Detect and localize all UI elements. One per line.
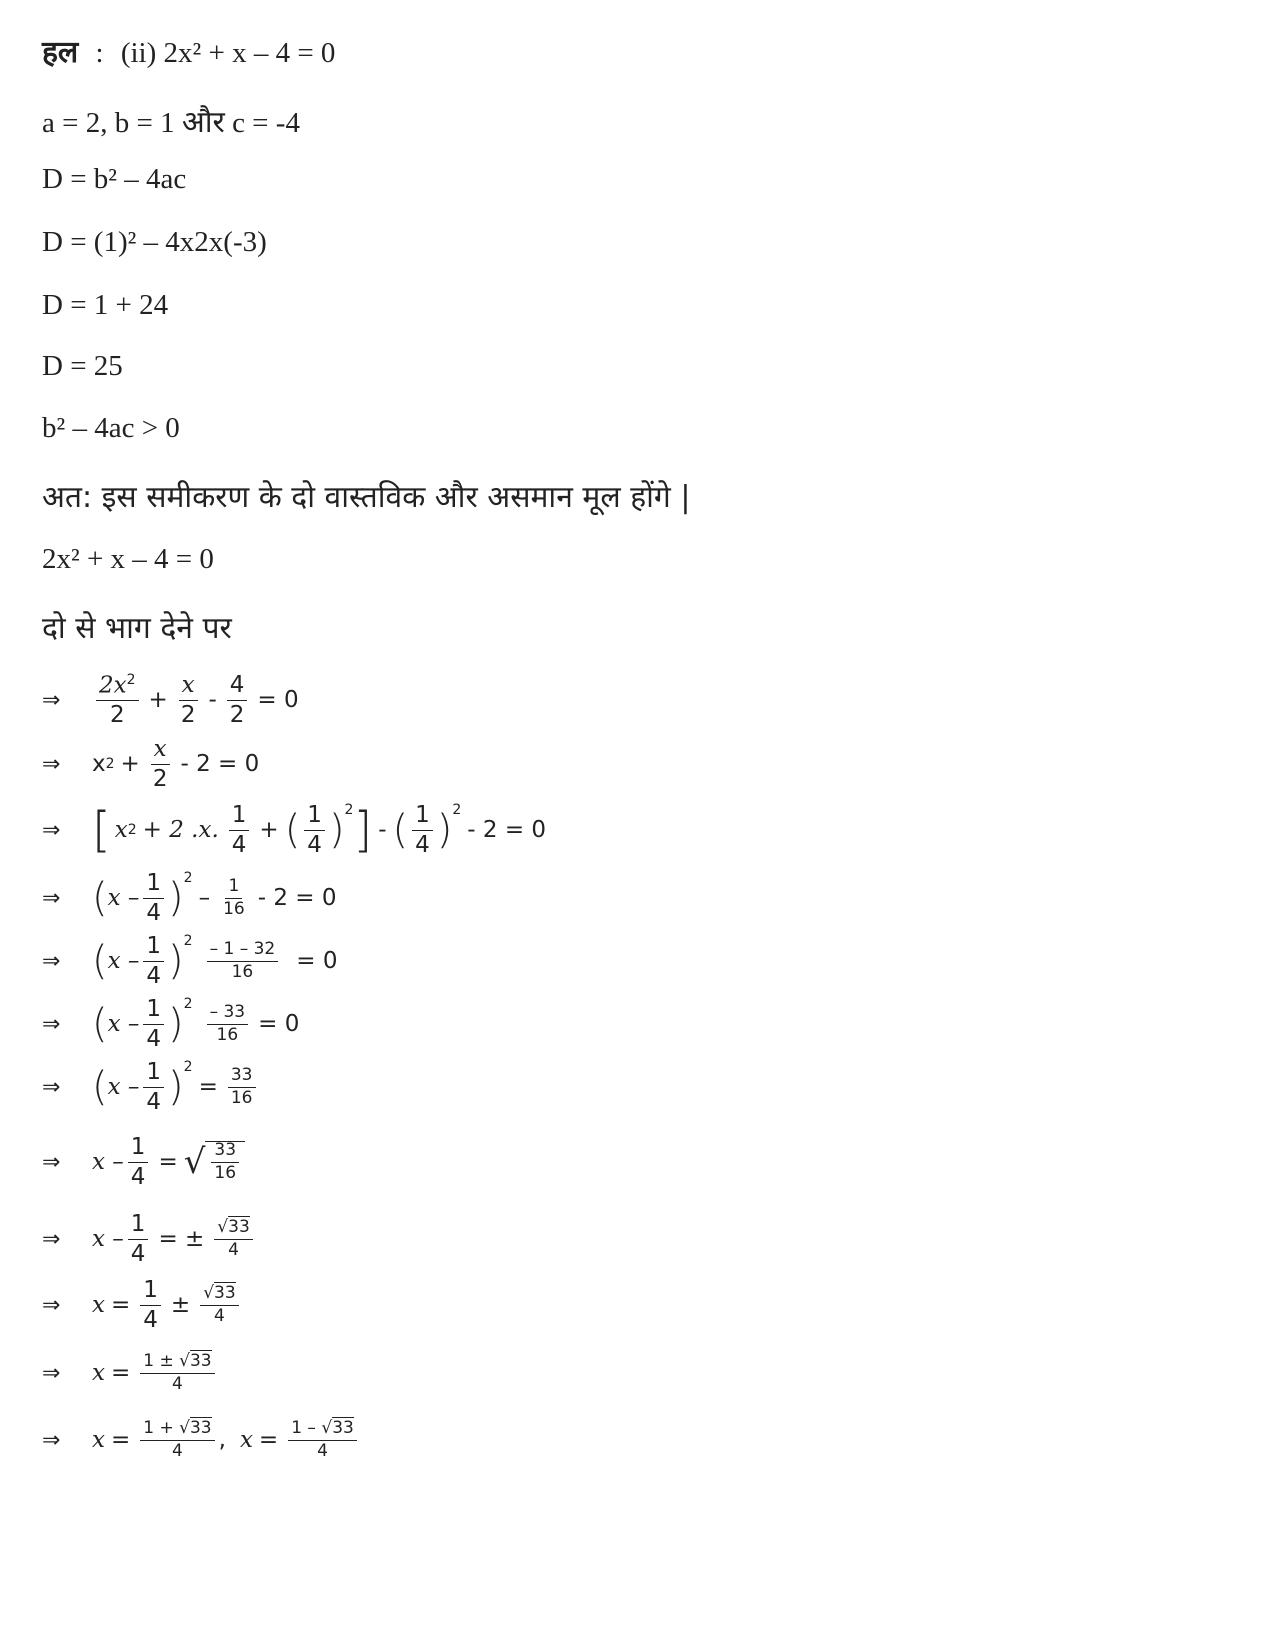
fraction: $\frac{1}{4}$ [143, 1060, 164, 1113]
fraction: $\frac{1}{4}$ [229, 803, 250, 856]
fraction: $\frac{1}{16}$ [223, 875, 245, 919]
step-10: ⇒ x = $\frac{1}{4}$ ± $\frac{√33}{4}$ [42, 1273, 243, 1337]
radical-sign: √ [321, 1417, 333, 1438]
equation-text: (ii) 2x² + x – 4 = 0 [120, 37, 336, 69]
step-6: ⇒ ( x – $\frac{1}{4}$ ) $^2$ $\frac{- 33}{16}$ = 0 [42, 996, 300, 1052]
aur-word: और [181, 105, 225, 140]
divide-by-two-note: दो से भाग देने पर [42, 611, 232, 646]
fraction: $\frac{33}{16}$ [228, 1067, 256, 1108]
step-4: ⇒ ( x – $\frac{1}{4}$ ) $^2$ – $\frac{1}{16}$ - 2 = 0 [42, 870, 337, 926]
roots-conclusion: अत: इस समीकरण के दो वास्तविक और असमान मूल होंगे | [42, 480, 691, 515]
radical-sign: √ [203, 1282, 215, 1303]
step-1: ⇒ $\frac{2x^2}{2}$ + $\frac{x}{2}$ - $\frac{4}{2}$ = 0 [42, 672, 299, 728]
step-8: ⇒ x – $\frac{1}{4}$ = √ $\frac{33}{16}$ [42, 1130, 245, 1194]
implies-arrow: ⇒ [42, 1011, 61, 1037]
radical-sign: √ [217, 1216, 229, 1237]
fraction: $\frac{1}{4}$ [143, 871, 164, 924]
coefficients-line [42, 100, 300, 141]
coeff-ab: a = 2, b = 1 [42, 107, 175, 139]
implies-arrow: ⇒ [42, 1427, 61, 1453]
fraction: $\frac{1 + √33}{4}$ [140, 1420, 214, 1461]
fraction: $\frac{1}{4}$ [143, 997, 164, 1050]
implies-arrow: ⇒ [42, 1292, 61, 1318]
solution-heading [42, 30, 335, 71]
implies-arrow: ⇒ [42, 817, 61, 843]
step-3: ⇒ [ x 2 + 2 .x. $\frac{1}{4}$ + ( $\frac{1}{4}$ ) $^2$ ] - ( $\frac{1}{4}$ ) $^2$ - 2 = 0 [42, 802, 547, 858]
radical-sign: √ [179, 1350, 190, 1371]
fraction: $\frac{√33}{4}$ [214, 1219, 252, 1260]
solution-label: हल [42, 35, 79, 70]
radical-sign: √ [183, 1142, 206, 1182]
fraction: $\frac{1 - √33}{4}$ [288, 1420, 357, 1461]
fraction: $\frac{1}{4}$ [140, 1278, 161, 1331]
step-2: ⇒ x 2 + $\frac{x}{2}$ - 2 = 0 [42, 736, 260, 792]
implies-arrow: ⇒ [42, 1360, 61, 1386]
fraction: $\frac{1}{4}$ [128, 1135, 149, 1188]
fraction: $\frac{33}{16}$ [211, 1142, 239, 1183]
fraction: $\frac{1}{4}$ [128, 1212, 149, 1265]
implies-arrow: ⇒ [42, 1074, 61, 1100]
implies-arrow: ⇒ [42, 751, 61, 777]
step-11: ⇒ x = $\frac{1 \pm √33}{4}$ [42, 1341, 219, 1405]
discriminant-formula: D = b² – 4ac [42, 163, 187, 195]
implies-arrow: ⇒ [42, 1149, 61, 1175]
discriminant-condition: b² – 4ac > 0 [42, 412, 180, 444]
step-9: ⇒ x – $\frac{1}{4}$ = ± $\frac{√33}{4}$ [42, 1207, 257, 1271]
step-5: ⇒ ( x – $\frac{1}{4}$ ) $^2$ $\frac{- 1 - 32}{16}$ = 0 [42, 933, 338, 989]
fraction: $\frac{- 1 - 32}{16}$ [207, 941, 279, 982]
fraction: $\frac{- 33}{16}$ [207, 1004, 249, 1045]
fraction: $\frac{1}{4}$ [412, 803, 433, 856]
equation-restated: 2x² + x – 4 = 0 [42, 543, 214, 575]
implies-arrow: ⇒ [42, 885, 61, 911]
fraction: $\frac{1}{4}$ [143, 934, 164, 987]
step-7: ⇒ ( x – $\frac{1}{4}$ ) $^2$ = $\frac{33}{16}$ [42, 1055, 260, 1119]
fraction: $\frac{1 \pm √33}{4}$ [140, 1353, 214, 1394]
fraction: $\frac{√33}{4}$ [200, 1285, 238, 1326]
implies-arrow: ⇒ [42, 1226, 61, 1252]
discriminant-sum: D = 1 + 24 [42, 289, 169, 321]
fraction: $\frac{x}{2}$ [150, 737, 171, 790]
radical-sign: √ [179, 1417, 190, 1438]
step-12: ⇒ x = $\frac{1 + √33}{4}$ , x = $\frac{1 - √33}{4}$ [42, 1408, 361, 1472]
square-root [184, 1141, 245, 1183]
fraction: $\frac{1}{4}$ [304, 803, 325, 856]
discriminant-value: D = 25 [42, 350, 123, 382]
coeff-c: c = -4 [232, 107, 300, 139]
colon: : [95, 37, 104, 69]
implies-arrow: ⇒ [42, 687, 61, 713]
discriminant-substitution: D = (1)² – 4x2x(-3) [42, 226, 267, 258]
fraction: $\frac{2x^2}{2}$ [96, 673, 139, 727]
fraction: $\frac{x}{2}$ [178, 673, 199, 726]
fraction: $\frac{4}{2}$ [227, 673, 248, 726]
implies-arrow: ⇒ [42, 948, 61, 974]
